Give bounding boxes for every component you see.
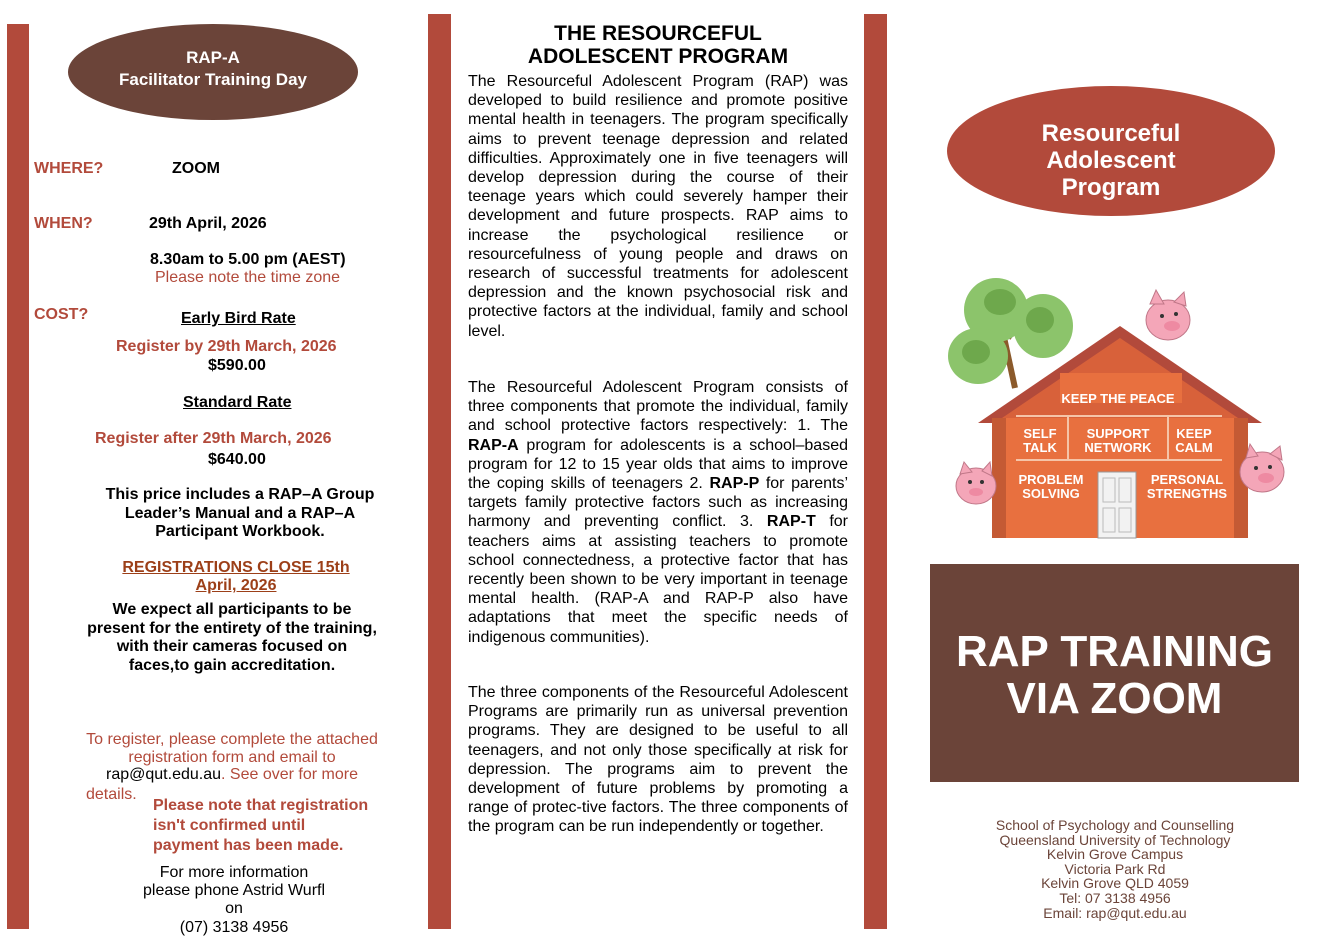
contact-email[interactable]: Email: rap@qut.edu.au	[1043, 904, 1187, 921]
contact-street: Victoria Park Rd	[1064, 860, 1166, 877]
left-divider-bar	[7, 24, 29, 929]
contact-campus: Kelvin Grove Campus	[1046, 846, 1184, 863]
support-network-label-1: SUPPORT	[1086, 426, 1150, 441]
oval-title-line1: RAP-A	[186, 48, 240, 67]
expect-line3: with their cameras focused on	[116, 638, 348, 655]
when-time: 8.30am to 5.00 pm (AEST)	[150, 251, 346, 268]
components-paragraph: The Resourceful Adolescent Program consists of three components that promote the individual, family and school protective factors respectively: 1. The RAP-A program for adolescents is a school–based program for 12 to 15 year olds that aims to improve the coping skills of teenagers 2. RAP-P for parents’ targets family protective factors such as increasing harmony and preventing conflict. 3. RAP-T for teachers aims at assisting teachers to promote school connectedness, a protective factor that has recently been shown to be very important in teenage mental health. (RAP-A and RAP-P also have adaptations that meet the specific needs of indigenous communities).	[468, 379, 849, 646]
early-bird-register: Register by 29th March, 2026	[116, 338, 337, 355]
attendance-expectation	[52, 601, 412, 675]
title-line1: THE RESOURCEFUL	[554, 22, 762, 45]
register-line3: rap@qut.edu.au. See over for more	[106, 766, 358, 783]
contact-school: School of Psychology and Counselling	[995, 817, 1235, 833]
contact-details	[930, 818, 1300, 920]
intro-paragraph: The Resourceful Adolescent Program (RAP) was developed to build resilience and promote positive mental health in teenagers. The program specifically aims to prevent teenage depression and related difficulties. Approximately one in five teenagers will develop depression during the course of their teenage years which could severely hamper their development and future prospects. RAP aims to increase the psychological resilience or resourcefulness of young people and draws on research of successful treatments for adolescent depression and the known psychosocial risk and protective factors at the individual, family and school level.	[468, 73, 848, 340]
expect-line2: present for the entirety of the training,	[87, 619, 377, 637]
confirm-line1: Please note that registration	[153, 797, 369, 814]
keep-calm-label-1: KEEP	[1176, 426, 1212, 441]
contact-university: Queensland University of Technology	[999, 831, 1231, 848]
early-bird-price: $590.00	[208, 357, 266, 374]
training-day-oval	[68, 24, 358, 120]
rap-t-term: RAP-T	[766, 513, 816, 531]
includes-line1: This price includes a RAP–A Group	[105, 486, 375, 503]
support-network-label-2: NETWORK	[1084, 440, 1152, 455]
more-info	[84, 864, 384, 937]
problem-solving-label-2: SOLVING	[1022, 486, 1080, 501]
contact-phone: Tel: 07 3138 4956	[1059, 889, 1171, 906]
banner-line1: RAP TRAINING	[956, 627, 1273, 676]
register-instructions	[52, 731, 412, 784]
standard-register: Register after 29th March, 2026	[95, 430, 332, 447]
early-bird-title: Early Bird Rate	[181, 310, 296, 327]
register-line1: To register, please complete the attached	[86, 731, 378, 748]
confirmation-note	[153, 796, 368, 856]
where-label: WHERE?	[34, 160, 104, 177]
rap-p-term: RAP-P	[709, 475, 760, 493]
rap-a-term: RAP-A	[468, 436, 519, 454]
confirm-line2: isn't confirmed until	[153, 817, 306, 834]
self-talk-label-2: TALK	[1023, 440, 1057, 455]
expect-line1: We expect all participants to be	[112, 601, 352, 618]
cost-label: COST?	[34, 306, 89, 323]
program-title	[468, 22, 848, 68]
self-talk-label-1: SELF	[1023, 426, 1057, 441]
keep-the-peace-label: KEEP THE PEACE	[1061, 391, 1175, 406]
oval-line2: Adolescent	[1046, 147, 1176, 174]
contact-suburb: Kelvin Grove QLD 4059	[1041, 875, 1189, 892]
register-line4: details.	[86, 786, 137, 803]
register-email-link[interactable]: rap@qut.edu.au	[106, 766, 222, 783]
info-line3: on	[225, 900, 243, 918]
info-line2: please phone Astrid Wurfl	[142, 882, 326, 900]
personal-strengths-label-1: PERSONAL	[1150, 472, 1224, 487]
price-includes-text	[60, 486, 420, 542]
oval-title-line2: Facilitator Training Day	[119, 70, 307, 89]
program-name-oval	[947, 86, 1275, 216]
problem-solving-label-1: PROBLEM	[1018, 472, 1084, 487]
oval-line1: Resourceful	[1041, 120, 1181, 147]
middle-left-divider-bar	[428, 14, 451, 929]
close-line1: REGISTRATIONS CLOSE 15th	[122, 559, 350, 576]
time-zone-note: Please note the time zone	[155, 269, 341, 286]
info-phone: (07) 3138 4956	[179, 918, 289, 936]
info-line1: For more information	[159, 864, 309, 881]
standard-rate-title: Standard Rate	[183, 394, 292, 411]
rap-training-banner	[930, 564, 1299, 782]
title-line2: ADOLESCENT PROGRAM	[527, 45, 789, 68]
door	[1098, 472, 1136, 538]
includes-line3: Participant Workbook.	[155, 523, 325, 540]
middle-right-divider-bar	[864, 14, 887, 929]
when-label: WHEN?	[34, 215, 93, 232]
expect-line4: faces,to gain accreditation.	[128, 656, 336, 674]
banner-line2: VIA ZOOM	[1006, 674, 1223, 723]
pig-icon-roof	[1146, 290, 1190, 340]
where-value: ZOOM	[172, 160, 220, 177]
universal-prevention-paragraph: The three components of the Resourceful Adolescent Programs are primarily run as universal prevention programs. They are designed to be useful to all teenagers, and not only those specifically at risk for depression. The programs aim to prevent the development of future problems by promoting a range of protec-tive factors. The three components of the program can be run independently or together.	[468, 684, 848, 836]
register-line2: registration form and email to	[128, 748, 336, 766]
personal-strengths-label-2: STRENGTHS	[1146, 486, 1228, 501]
pig-icon-left	[956, 462, 996, 504]
keep-calm-label-2: CALM	[1175, 440, 1213, 455]
registrations-close	[86, 559, 386, 595]
includes-line2: Leader’s Manual and a RAP–A	[124, 504, 356, 522]
oval-line3: Program	[1061, 174, 1161, 201]
house-illustration	[940, 268, 1300, 553]
standard-price: $640.00	[208, 451, 266, 468]
confirm-line3: payment has been made.	[153, 837, 344, 854]
when-date: 29th April, 2026	[149, 215, 267, 232]
close-line2: April, 2026	[195, 577, 277, 594]
